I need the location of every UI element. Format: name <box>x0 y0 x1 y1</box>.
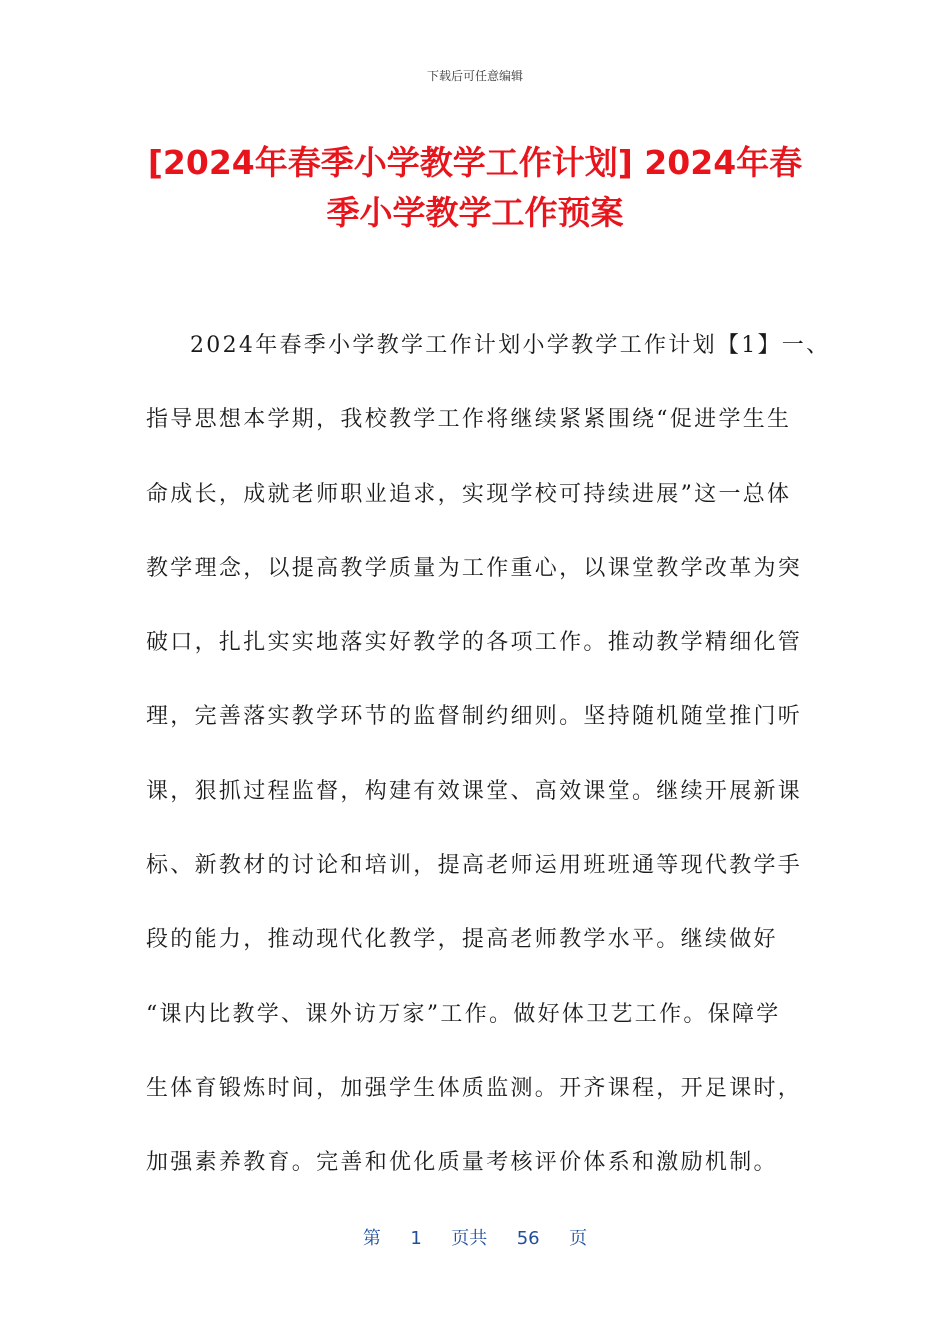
body-line: 段的能力，推动现代化教学，提高老师教学水平。继续做好 <box>146 927 778 953</box>
page-suffix: 页 <box>569 1228 588 1249</box>
body-line: 课，狠抓过程监督，构建有效课堂、高效课堂。继续开展新课 <box>146 778 803 804</box>
body-line: 命成长，成就老师职业追求，实现学校可持续进展”这一总体 <box>146 481 792 507</box>
body-line: 生体育锻炼时间，加强学生体质监测。开齐课程，开足课时， <box>146 1075 803 1101</box>
document-title: [2024年春季小学教学工作计划] 2024年春季小学教学工作预案 <box>147 143 803 232</box>
page-footer <box>0 1226 950 1252</box>
body-text <box>146 322 831 1214</box>
body-line: “课内比教学、课外访万家”工作。做好体卫艺工作。保障学 <box>146 1001 781 1027</box>
body-line: 标、新教材的讨论和培训，提高老师运用班班通等现代教学手 <box>146 853 803 879</box>
body-line: 2024年春季小学教学工作计划小学教学工作计划【1】一、 <box>190 333 831 358</box>
header-note: 下载后可任意编辑 <box>426 69 523 83</box>
total-prefix: 页共 <box>451 1228 488 1249</box>
body-line: 指导思想本学期，我校教学工作将继续紧紧围绕“促进学生生 <box>146 407 792 433</box>
page-number: 1 <box>410 1228 422 1249</box>
body-line: 破口，扎扎实实地落实好教学的各项工作。推动教学精细化管 <box>146 630 803 656</box>
body-line: 教学理念，以提高教学质量为工作重心，以课堂教学改革为突 <box>146 555 803 581</box>
page-prefix: 第 <box>362 1228 381 1249</box>
body-line: 加强素养教育。完善和优化质量考核评价体系和激励机制。 <box>146 1150 778 1176</box>
body-line: 理，完善落实教学环节的监督制约细则。坚持随机随堂推门听 <box>146 704 803 730</box>
total-pages: 56 <box>516 1228 540 1249</box>
